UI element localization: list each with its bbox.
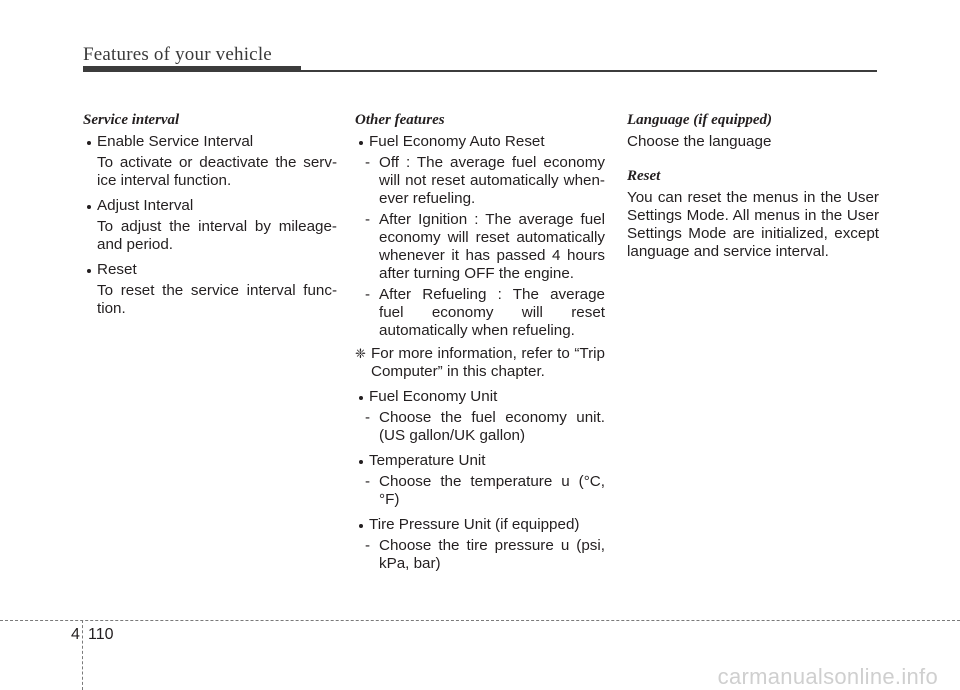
option-after-ignition: - After Ignition : The average fuel economy will reset automatically whenever it has passed 4 hours after turning OFF the engine. xyxy=(365,211,605,282)
option-after-ignition-text: After Ignition : The average fuel economy will reset automatically whenever it has passed 4 hours after turning OFF the engine. xyxy=(379,211,605,282)
other-features-heading: Other features xyxy=(355,112,445,128)
fuel-unit-option-text: Choose the fuel economy unit. (US gallon/UK gallon) xyxy=(379,409,605,444)
bullet-temperature-unit: Temperature Unit xyxy=(355,452,605,470)
watermark: carmanualsonline.info xyxy=(717,664,938,689)
header-rule-thin xyxy=(301,70,877,72)
bullet-adjust-interval: Adjust Interval xyxy=(83,197,337,215)
bullet-fuel-economy-unit: Fuel Economy Unit xyxy=(355,388,605,406)
service-interval-heading: Service interval xyxy=(83,112,180,128)
language-heading: Language (if equipped) xyxy=(627,112,772,128)
note-mark-icon: ❈ xyxy=(355,346,366,361)
reset-text: You can reset the menus in the User Settings Mode. All menus in the User Settings Mode are initialized, except language and service interval. xyxy=(627,189,879,260)
option-off-text: Off : The average fuel economy will not reset automatically when- ever refueling. xyxy=(379,154,605,207)
fuel-unit-option: - Choose the fuel economy unit. (US gallon/UK gallon) xyxy=(365,409,605,444)
footer-vertical-divider xyxy=(82,620,83,690)
reset-heading: Reset xyxy=(627,168,661,184)
language-text: Choose the language xyxy=(627,133,772,150)
column-service-interval xyxy=(83,111,337,318)
option-after-refueling: - After Refueling : The average fuel economy will reset automatically when refueling. xyxy=(365,286,605,339)
option-after-refueling-text: After Refueling : The average fuel economy will reset automatically when refueling. xyxy=(379,286,605,339)
page-number: 110 xyxy=(88,626,114,643)
trip-computer-note-text: For more information, refer to “Trip Computer” in this chapter. xyxy=(371,345,605,380)
footer-divider xyxy=(0,620,960,621)
adjust-interval-desc: To adjust the interval by mileage- and period. xyxy=(97,218,337,253)
bullet-reset: Reset xyxy=(83,261,337,279)
enable-service-interval-desc: To activate or deactivate the serv- ice interval function. xyxy=(97,154,337,189)
tire-unit-option-text: Choose the tire pressure u (psi, kPa, bar) xyxy=(379,537,605,572)
column-language-reset xyxy=(627,111,879,261)
tire-unit-option: - Choose the tire pressure u (psi, kPa, bar) xyxy=(365,537,605,572)
reset-interval-desc: To reset the service interval func- tion. xyxy=(97,282,337,317)
temp-unit-option: - Choose the temperature u (°C,°F) xyxy=(365,473,605,508)
temp-unit-option-text: Choose the temperature u (°C,°F) xyxy=(379,473,605,508)
bullet-tire-pressure-unit: Tire Pressure Unit (if equipped) xyxy=(355,516,605,534)
trip-computer-note xyxy=(355,345,605,381)
column-other-features xyxy=(355,111,605,573)
bullet-fuel-economy-auto-reset: Fuel Economy Auto Reset xyxy=(355,133,605,151)
option-off: - Off : The average fuel economy will not reset automatically when- ever refueling. xyxy=(365,154,605,207)
chapter-number: 4 xyxy=(71,626,80,643)
bullet-enable-service-interval: Enable Service Interval xyxy=(83,133,337,151)
header-rule-thick xyxy=(83,66,301,72)
page-header-title: Features of your vehicle xyxy=(83,44,272,65)
